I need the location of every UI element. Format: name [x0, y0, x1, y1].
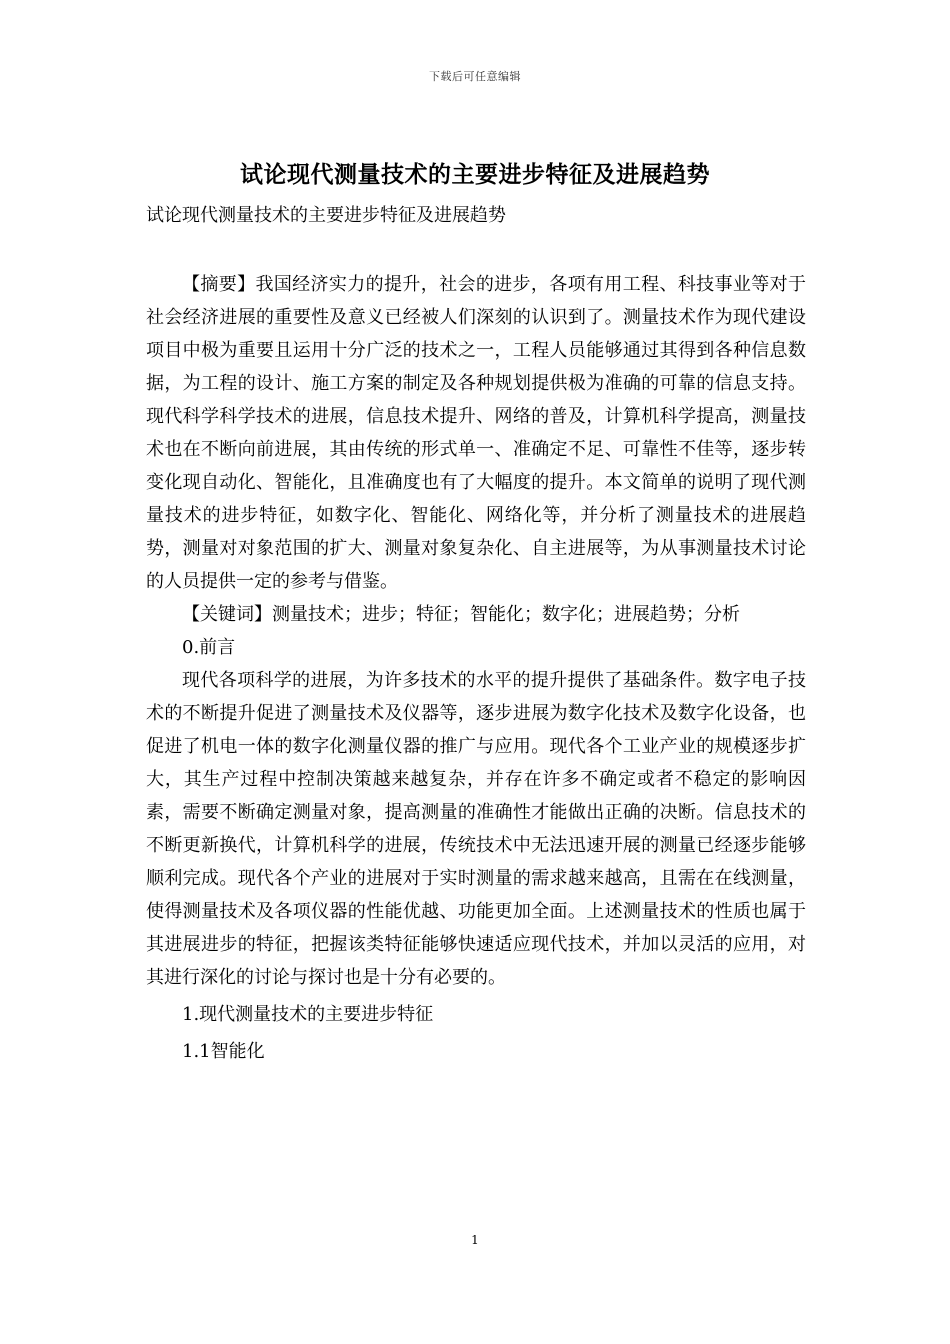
page-header: 下载后可任意编辑 [429, 70, 521, 83]
abstract-paragraph: 【摘要】我国经济实力的提升，社会的进步，各项有用工程、科技事业等对于社会经济进展的重要性及意义已经被人们深刻的认识到了。测量技术作为现代建设项目中极为重要且运用十分广泛的技术之一，工程人员能够通过其得到各种信息数据，为工程的设计、施工方案的制定及各种规划提供极为准确的可靠的信息支持。现代科学科学技术的进展，信息技术提升、网络的普及，计算机科学提高，测量技术也在不断向前进展，其由传统的形式单一、准确定不足、可靠性不佳等，逐步转变化现自动化、智能化，且准确度也有了大幅度的提升。本文简单的说明了现代测量技术的进步特征，如数字化、智能化、网络化等，并分析了测量技术的进展趋势，测量对对象范围的扩大、测量对象复杂化、自主进展等，为从事测量技术讨论的人员提供一定的参考与借鉴。 [146, 274, 806, 592]
page-number: 1 [471, 1233, 479, 1247]
keywords-paragraph: 【关键词】测量技术；进步；特征；智能化；数字化；进展趋势；分析 [182, 604, 740, 625]
document-title: 试论现代测量技术的主要进步特征及进展趋势 [240, 161, 710, 188]
preface-paragraph: 现代各项科学的进展，为许多技术的水平的提升提供了基础条件。数字电子技术的不断提升促进了测量技术及仪器等，逐步进展为数字化技术及数字化设备，也促进了机电一体的数字化测量仪器的推广与应用。现代各个工业产业的规模逐步扩大，其生产过程中控制决策越来越复杂，并存在许多不确定或者不稳定的影响因素，需要不断确定测量对象，提高测量的准确性才能做出正确的决断。信息技术的不断更新换代，计算机科学的进展，传统技术中无法迅速开展的测量已经逐步能够顺利完成。现代各个产业的进展对于实时测量的需求越来越高，且需在在线测量，使得测量技术及各项仪器的性能优越、功能更加全面。上述测量技术的性质也属于其进展进步的特征，把握该类特征能够快速适应现代技术，并加以灵活的应用，对其进行深化的讨论与探讨也是十分有必要的。 [146, 670, 806, 988]
section-heading-preface: 0.前言 [182, 637, 236, 658]
document-subtitle: 试论现代测量技术的主要进步特征及进展趋势 [146, 205, 506, 226]
section-heading-1: 1.现代测量技术的主要进步特征 [182, 1004, 434, 1025]
document-body [146, 268, 806, 1068]
section-heading-1-1: 1.1智能化 [182, 1041, 265, 1062]
